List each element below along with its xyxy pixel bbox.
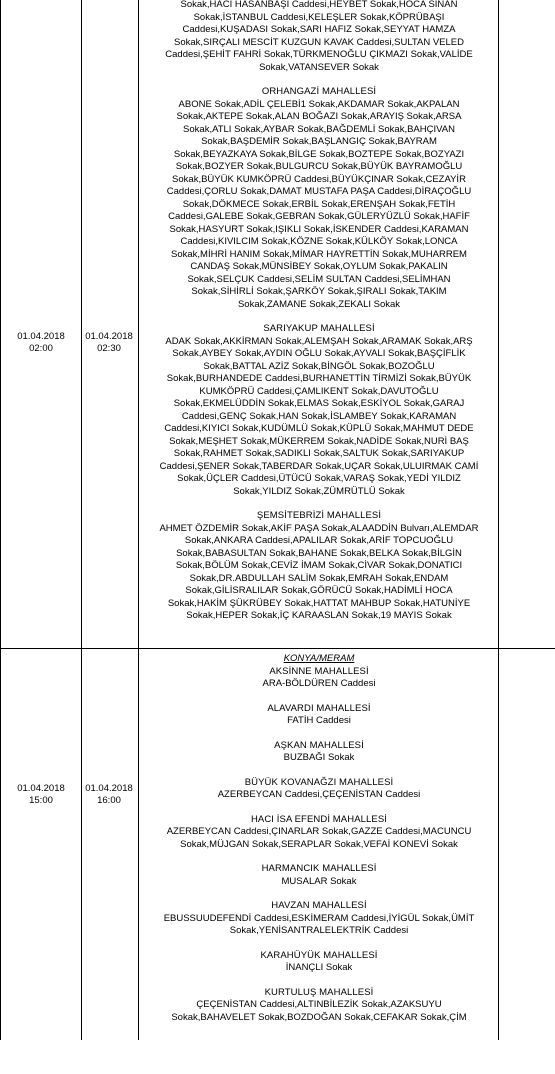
section-gap: [141, 765, 497, 777]
street-list-line: Caddesi,ÇORLU Sokak,DAMAT MUSTAFA PAŞA Caddesi,DİRAÇOĞLU: [166, 186, 472, 197]
row1-start-time: 02:00: [29, 343, 53, 354]
section-gap: [141, 691, 497, 703]
street-list-line: Sokak,BÜYÜK KUMKÖPRÜ Caddesi,BÜYÜKÇINAR Sokak,CEZAYİR: [172, 173, 466, 185]
street-list-line: ARA-BÖLDÜREN Caddesi: [262, 678, 376, 689]
street-list-line: Sokak,YENİSANTRALELEKTRİK Caddesi: [229, 925, 409, 936]
row1-end-date: [69, 331, 149, 355]
row1-end-day: 01.04.2018: [85, 331, 133, 342]
street-list-line: AZERBEYCAN Caddesi,ÇINARLAR Sokak,GAZZE Caddesi,MACUNCU: [166, 826, 472, 837]
column-divider-3: [498, 0, 499, 1040]
column-divider-2: [138, 0, 139, 1040]
street-list-line: Sokak,HACI HASANBAŞI Caddesi,HEYBET Sokak,HOCA SİNAN: [180, 0, 458, 10]
section-gap: [141, 311, 497, 323]
street-list-line: Sokak,BATTAL AZİZ Sokak,BİNGÖL Sokak,BOZOĞLU: [203, 360, 435, 372]
neighborhood-title: AŞKAN MAHALLESİ: [274, 739, 364, 751]
street-list-line: Sokak,ANKARA Caddesi,APALILAR Sokak,ARİF TOPCUOĞLU: [184, 535, 454, 546]
section-gap: [141, 975, 497, 987]
street-list-line: Caddesi,KUŞADASI Sokak,SARI HAFIZ Sokak,SEYYAT HAMZA: [182, 24, 456, 35]
street-list-line: Sokak,MEŞHET Sokak,MÜKERREM Sokak,NADİDE Sokak,NURİ BAŞ: [169, 435, 469, 447]
street-list-line: Sokak,HEPER Sokak,İÇ KARAASLAN Sokak,19 MAYIS Sokak: [186, 610, 452, 621]
row2-end-day: 01.04.2018: [85, 783, 133, 794]
street-list-line: Sokak,BABASULTAN Sokak,BAHANE Sokak,BELKA Sokak,BİLGİN: [176, 547, 462, 559]
street-list-line: Caddesi,KIYICI Sokak,KUDÜMLÜ Sokak,KÜPLÜ Sokak,MAHMUT DEDE: [164, 423, 474, 434]
street-list-line: Sokak,DR.ABDULLAH SALİM Sokak,EMRAH Sokak,ENDAM: [189, 572, 449, 584]
row2-end-date: [69, 783, 149, 807]
neighborhood-title: AKSİNNE MAHALLESİ: [269, 665, 369, 677]
row1-end-time: 02:30: [97, 343, 121, 354]
neighborhood-title: BÜYÜK KOVANAĞZI MAHALLESİ: [244, 776, 394, 788]
section-gap: [141, 728, 497, 740]
street-list-line: Sokak,YILDIZ Sokak,ZÜMRÜTLÜ Sokak: [233, 485, 405, 497]
neighborhood-title: HARMANCIK MAHALLESİ: [261, 863, 377, 874]
neighborhood-title: KURTULUŞ MAHALLESİ: [264, 986, 374, 998]
street-list-line: ABONE Sokak,ADİL ÇELEBİ1 Sokak,AKDAMAR Sokak,AKPALAN: [178, 98, 460, 110]
section-gap: [141, 851, 497, 863]
street-list-line: Sokak,ÜÇLER Caddesi,ÜTÜCÜ Sokak,VARAŞ Sokak,YEDİ YILDIZ: [177, 473, 461, 484]
street-list-line: Sokak,İSTANBUL Caddesi,KELEŞLER Sokak,KÖPRÜBAŞI: [193, 11, 445, 23]
neighborhood-title: ORHANGAZİ MAHALLESİ: [261, 86, 377, 97]
section-gap: [141, 498, 497, 510]
street-list-line: EBUSSUUDEFENDİ Caddesi,ESKİMERAM Caddesi,İYİGÜL Sokak,ÜMİT: [163, 912, 475, 924]
street-list-line: Sokak,AYBEY Sokak,AYDIN OĞLU Sokak,AYVALI Sokak,BAŞÇİFLİK: [172, 348, 466, 359]
street-list-line: Caddesi,GENÇ Sokak,HAN Sokak,İSLAMBEY Sokak,KARAMAN: [181, 410, 457, 422]
row2-start-time: 15:00: [29, 795, 53, 806]
street-list-line: Sokak,BÖLÜM Sokak,CEVİZ İMAM Sokak,CİVAR Sokak,DONATICI: [175, 560, 463, 571]
street-list-line: Sokak,SİHİRLİ Sokak,ŞARKÖY Sokak,ŞIRALI Sokak,TAKIM: [191, 286, 447, 297]
neighborhood-title: KARAHÜYÜK MAHALLESİ: [260, 949, 378, 961]
street-list-line: Sokak,HAKİM ŞÜKRÜBEY Sokak,HATTAT MAHBUP Sokak,HATUNİYE: [167, 597, 471, 609]
street-list-line: KUMKÖPRÜ Caddesi,ÇAMLIKENT Sokak,DAVUTOĞLU: [199, 385, 439, 397]
street-list-line: Sokak,SIRÇALI MESCİT KUZGUN KAVAK Caddesi,SULTAN VELED: [173, 36, 464, 48]
row2-end-time: 16:00: [97, 795, 121, 806]
neighborhood-title: HAVZAN MAHALLESİ: [271, 900, 367, 911]
section-gap: [141, 888, 497, 900]
street-list-line: Caddesi,ŞEHİT FAHRİ Sokak,TÜRKMENOĞLU ÇIKMAZI Sokak,VALİDE: [165, 49, 473, 60]
street-list-line: Sokak,ZAMANE Sokak,ZEKALI Sokak: [237, 298, 401, 310]
street-list-line: Caddesi,ŞENER Sokak,TABERDAR Sokak,UÇAR Sokak,ULUIRMAK CAMİ: [159, 460, 479, 472]
street-list-line: Sokak,BAŞDEMİR Sokak,BAŞLANGIÇ Sokak,BAYRAM: [201, 136, 437, 147]
section-gap: [141, 938, 497, 950]
neighborhood-title: ALAVARDI MAHALLESİ: [267, 702, 371, 714]
street-list-line: Sokak,SELÇUK Caddesi,SELİM SULTAN Caddesi,SELİMHAN: [187, 273, 451, 285]
street-list-line: İNANÇLI Sokak: [285, 962, 353, 973]
street-list-line: Sokak,RAHMET Sokak,SADIKLI Sokak,SALTUK Sokak,SARIYAKUP: [173, 448, 465, 459]
street-list-line: Caddesi,KIVILCIM Sokak,KÖZNE Sokak,KÜLKÖY Sokak,LONCA: [180, 236, 458, 247]
street-list-line: Sokak,VATANSEVER Sokak: [259, 61, 379, 73]
row-divider: [0, 648, 555, 649]
street-list-line: Sokak,GİLİSRALILAR Sokak,GÖRÜCÜ Sokak,HADİMLİ HOCA: [185, 585, 453, 596]
street-list-line: Sokak,BOZYER Sokak,BULGURCU Sokak,BÜYÜK BAYRAMOĞLU: [175, 161, 463, 172]
row2-start-day: 01.04.2018: [17, 783, 65, 794]
street-list-line: BUZBAĞI Sokak: [283, 752, 355, 763]
street-list-line: Sokak,MİHRİ HANIM Sokak,MİMAR HAYRETTİN Sokak,MUHARREM: [171, 248, 467, 260]
section-gap: [141, 74, 497, 86]
street-list-line: Sokak,BURHANDEDE Caddesi,BURHANETTİN TİRMİZİ Sokak,BÜYÜK: [166, 373, 472, 384]
street-list-line: ADAK Sokak,AKKİRMAN Sokak,ALEMŞAH Sokak,ARAMAK Sokak,ARŞ: [165, 335, 473, 347]
row1-neighborhood-list: [141, 0, 497, 623]
street-list-line: Sokak,EKMELÜDDİN Sokak,ELMAS Sokak,ESKİYOL Sokak,GARAJ: [173, 398, 465, 409]
district-label: KONYA/MERAM: [283, 653, 355, 664]
street-list-line: Sokak,MÜJGAN Sokak,SERAPLAR Sokak,VEFAİ KONEVİ Sokak: [180, 838, 458, 850]
row2-neighborhood-list: [141, 653, 497, 1024]
street-list-line: AHMET ÖZDEMİR Sokak,AKİF PAŞA Sokak,ALAADDİN Bulvarı,ALEMDAR: [159, 522, 479, 534]
street-list-line: Sokak,BAHAVELET Sokak,BOZDOĞAN Sokak,CEFAKAR Sokak,ÇİM: [171, 1011, 467, 1023]
neighborhood-title: SARIYAKUP MAHALLESİ: [263, 323, 375, 334]
street-list-line: Sokak,ATLI Sokak,AYBAR Sokak,BAĞDEMLİ Sokak,BAHÇIVAN: [183, 123, 455, 135]
street-list-line: Caddesi,GALEBE Sokak,GEBRAN Sokak,GÜLERYÜZLÜ Sokak,HAFİF: [168, 211, 470, 222]
street-list-line: CANDAŞ Sokak,MÜNSİBEY Sokak,OYLUM Sokak,PAKALIN: [190, 261, 448, 272]
street-list-line: AZERBEYCAN Caddesi,ÇEÇENİSTAN Caddesi: [217, 789, 421, 800]
section-gap: [141, 802, 497, 814]
street-list-line: Sokak,HASYURT Sokak,IŞIKLI Sokak,İSKENDER Caddesi,KARAMAN: [169, 223, 469, 235]
column-divider-1: [81, 0, 82, 1040]
neighborhood-title: HACI İSA EFENDİ MAHALLESİ: [250, 813, 388, 825]
table-border-left: [0, 0, 1, 1040]
neighborhood-title: ŞEMSİTEBRİZİ MAHALLESİ: [256, 510, 382, 521]
street-list-line: FATİH Caddesi: [287, 715, 351, 726]
row1-start-day: 01.04.2018: [17, 331, 65, 342]
street-list-line: MUSALAR Sokak: [281, 875, 357, 887]
street-list-line: ÇEÇENİSTAN Caddesi,ALTINBİLEZİK Sokak,AZAKSUYU: [196, 999, 442, 1010]
street-list-line: Sokak,AKTEPE Sokak,ALAN BOĞAZI Sokak,ARAYIŞ Sokak,ARSA: [176, 111, 462, 122]
street-list-line: Sokak,BEYAZKAYA Sokak,BİLGE Sokak,BOZTEPE Sokak,BOZYAZI: [173, 148, 465, 160]
street-list-line: Sokak,DÖKMECE Sokak,ERBİL Sokak,ERENŞAH Sokak,FETİH: [182, 198, 456, 210]
